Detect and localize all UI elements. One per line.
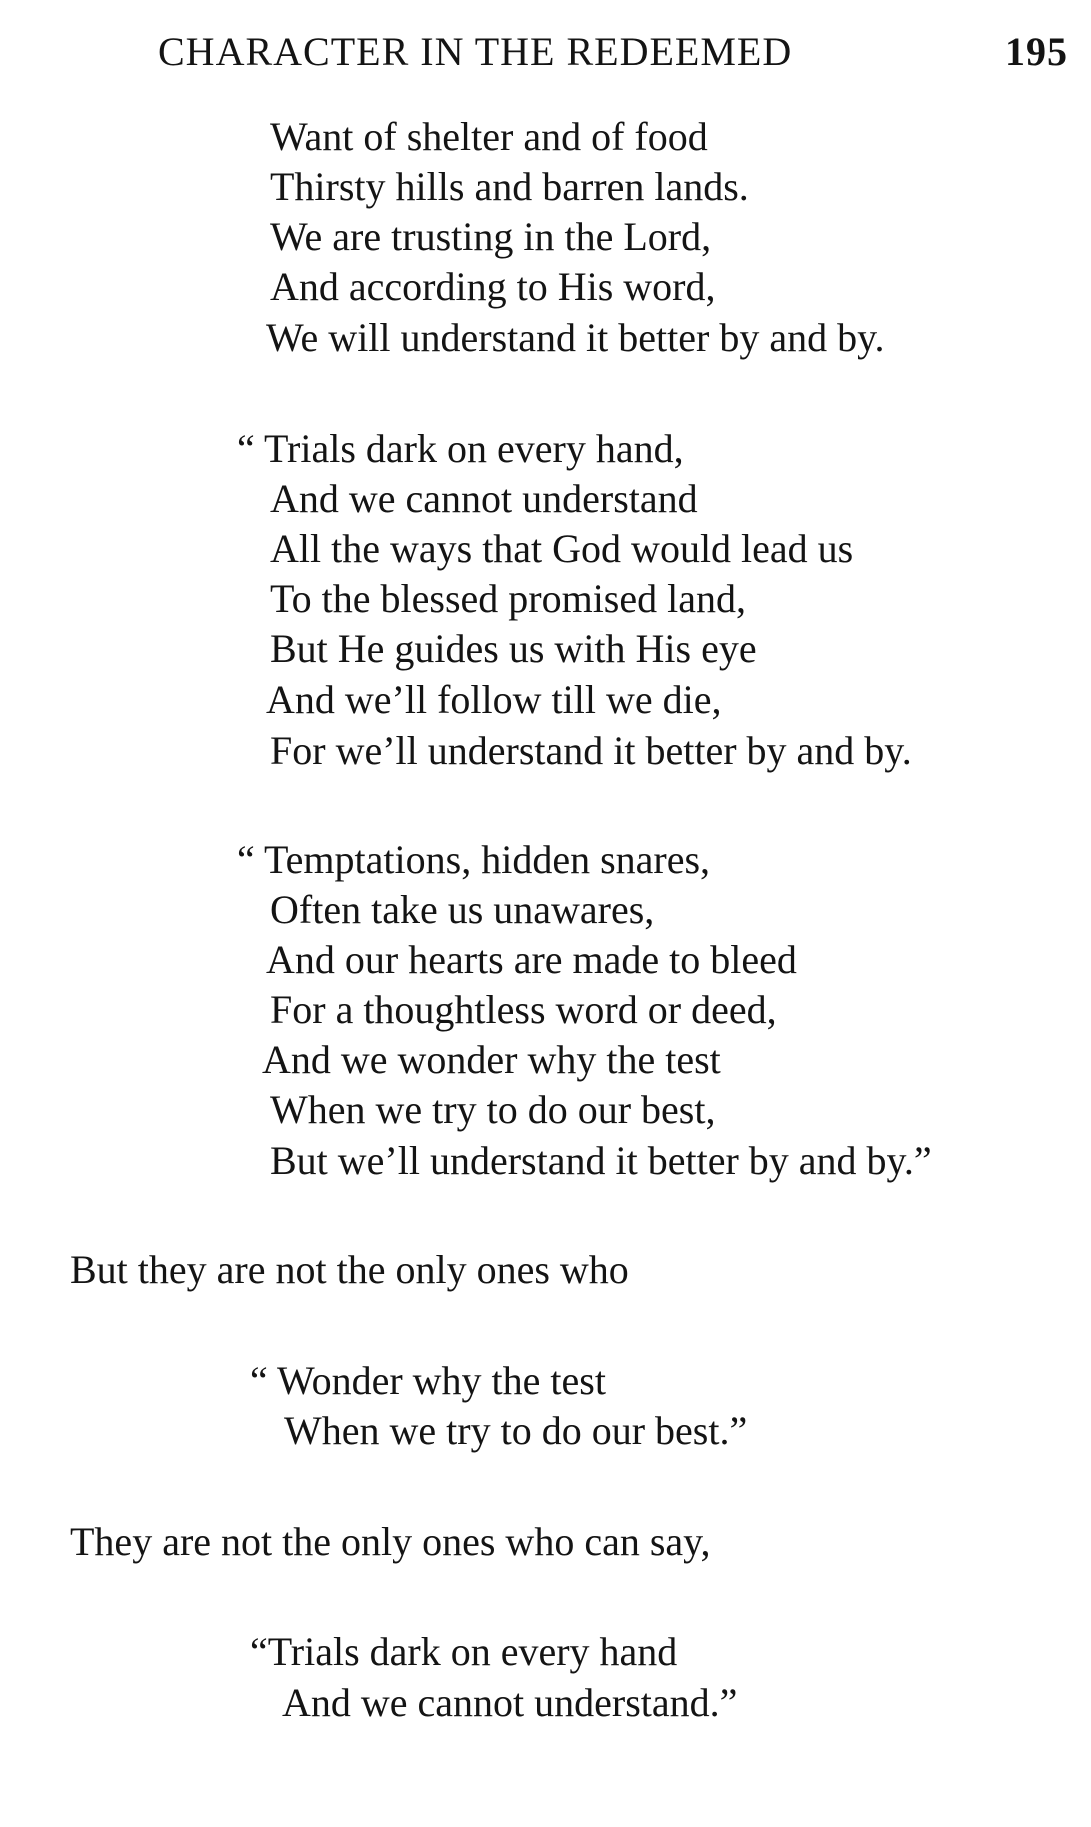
quote-line: When we try to do our best.” (284, 1408, 748, 1453)
prose-line: But they are not the only ones who (70, 1247, 629, 1292)
quote-line: And we cannot understand.” (282, 1680, 738, 1725)
quote-line: “ Wonder why the test (250, 1358, 606, 1403)
poem-line: And we cannot understand (270, 476, 698, 521)
poem-line: We are trusting in the Lord, (270, 214, 712, 259)
poem-line: But we’ll understand it better by and by.” (270, 1138, 932, 1183)
running-head (158, 24, 1068, 80)
running-title: CHARACTER IN THE REDEEMED (158, 29, 793, 74)
poem-line: And we wonder why the test (262, 1037, 721, 1082)
poem-line: “ Trials dark on every hand, (237, 426, 684, 471)
prose-line: They are not the only ones who can say, (70, 1519, 711, 1564)
poem-line: Thirsty hills and barren lands. (270, 164, 749, 209)
poem-line: When we try to do our best, (270, 1087, 716, 1132)
page-number: 195 (1005, 29, 1068, 74)
poem-line: All the ways that God would lead us (270, 526, 854, 571)
poem-line: But He guides us with His eye (270, 626, 757, 671)
poem-line: For a thoughtless word or deed, (270, 987, 777, 1032)
poem-line: And we’ll follow till we die, (266, 677, 722, 722)
poem-line: For we’ll understand it better by and by. (270, 728, 912, 773)
poem-line: Want of shelter and of food (270, 114, 708, 159)
poem-line: And according to His word, (270, 264, 716, 309)
poem-line: We will understand it better by and by. (266, 315, 885, 360)
poem-line: To the blessed promised land, (270, 576, 746, 621)
poem-line: Often take us unawares, (270, 887, 655, 932)
poem-line: “ Temptations, hidden snares, (237, 837, 711, 882)
quote-line: “Trials dark on every hand (250, 1629, 678, 1674)
poem-line: And our hearts are made to bleed (266, 937, 797, 982)
